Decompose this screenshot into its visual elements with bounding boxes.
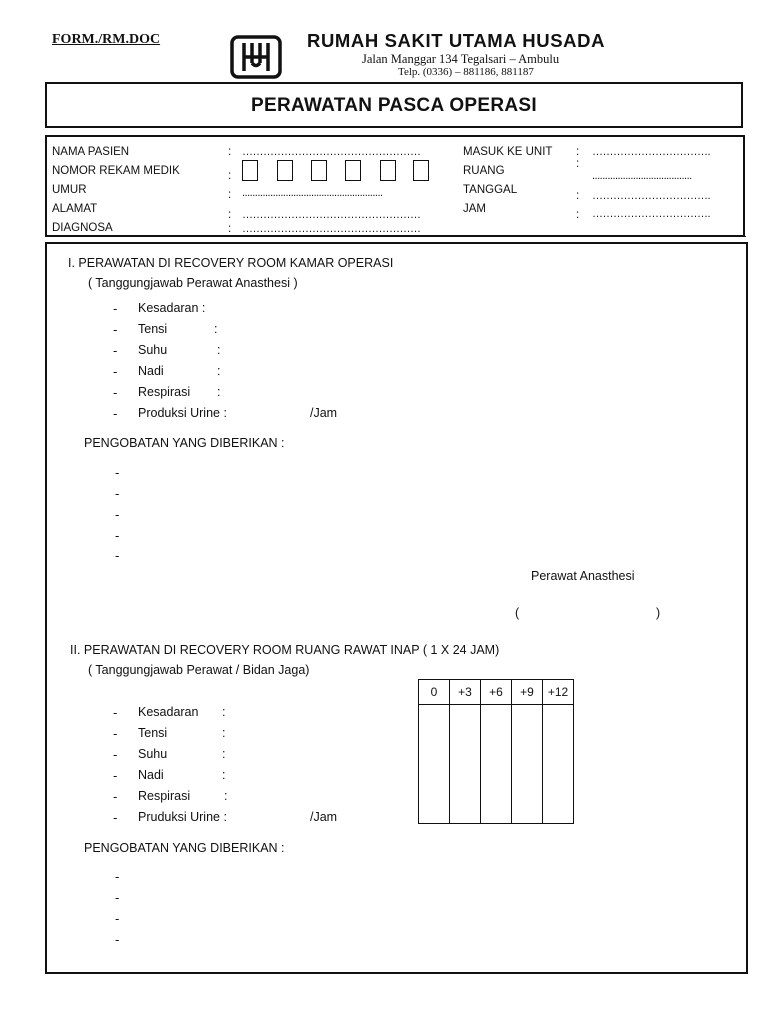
s1-item-produksi-urine: Produksi Urine :: [138, 406, 227, 420]
table-cell[interactable]: [450, 705, 481, 824]
bullet-dash: -: [113, 364, 118, 379]
colon: :: [576, 209, 580, 221]
unit-per-jam: /Jam: [310, 810, 338, 824]
vitals-table: [418, 679, 574, 824]
label-umur: UMUR: [52, 184, 87, 196]
section1-title: I. PERAWATAN DI RECOVERY ROOM KAMAR OPERASI: [68, 256, 394, 270]
bullet-dash: -: [113, 705, 118, 720]
bullet-dash: -: [113, 810, 118, 825]
hospital-name: RUMAH SAKIT UTAMA HUSADA: [307, 30, 606, 51]
bullet-dash: -: [113, 343, 118, 358]
med-line[interactable]: -: [115, 869, 120, 884]
field-alamat[interactable]: ……………………………………………: [242, 209, 421, 221]
s2-item-respirasi: Respirasi: [138, 789, 191, 803]
field-diagnosa[interactable]: ……………………………………………: [242, 223, 421, 235]
colon: :: [576, 146, 580, 158]
divider: [570, 236, 746, 237]
s1-item-respirasi: Respirasi: [138, 385, 191, 399]
label-nama-pasien: NAMA PASIEN: [52, 146, 130, 158]
med-line[interactable]: -: [115, 890, 120, 905]
table-cell[interactable]: [512, 705, 543, 824]
label-alamat: ALAMAT: [52, 203, 98, 215]
hospital-phone: Telp. (0336) – 881186, 881187: [398, 66, 534, 78]
bullet-dash: -: [113, 768, 118, 783]
hospital-logo-icon: [230, 35, 282, 79]
label-ruang: RUANG: [463, 165, 505, 177]
table-cell[interactable]: [481, 705, 512, 824]
colon: :: [217, 364, 221, 378]
s1-item-suhu: Suhu: [138, 343, 168, 357]
bullet-dash: -: [113, 726, 118, 741]
field-jam[interactable]: …………………………….: [592, 208, 711, 220]
rm-digit-box[interactable]: [242, 160, 258, 181]
s2-item-tensi: Tensi: [138, 726, 168, 740]
table-header-cell: +9: [512, 680, 543, 705]
bullet-dash: -: [113, 406, 118, 421]
med-line[interactable]: -: [115, 465, 120, 480]
title-box: [45, 82, 743, 128]
s1-item-nadi: Nadi: [138, 364, 164, 378]
label-nomor-rekam-medik: NOMOR REKAM MEDIK: [52, 165, 180, 177]
section2-title: II. PERAWATAN DI RECOVERY ROOM RUANG RAWAT INAP ( 1 X 24 JAM): [70, 643, 500, 657]
page-title: PERAWATAN PASCA OPERASI: [251, 95, 537, 116]
colon: :: [222, 726, 226, 740]
rm-digit-box[interactable]: [277, 160, 293, 181]
s1-item-tensi: Tensi: [138, 322, 168, 336]
bullet-dash: -: [113, 301, 118, 316]
field-tanggal[interactable]: …………………………….: [592, 190, 711, 202]
s2-item-nadi: Nadi: [138, 768, 164, 782]
colon: :: [576, 190, 580, 202]
rm-digit-box[interactable]: [311, 160, 327, 181]
colon: :: [222, 768, 226, 782]
label-jam: JAM: [463, 203, 486, 215]
table-header-cell: 0: [419, 680, 450, 705]
colon: :: [222, 705, 226, 719]
hospital-address: Jalan Manggar 134 Tegalsari – Ambulu: [362, 52, 560, 66]
bullet-dash: -: [113, 322, 118, 337]
signature-paren-open: (: [515, 606, 520, 620]
label-masuk-ke-unit: MASUK KE UNIT: [463, 146, 553, 158]
colon: :: [217, 385, 221, 399]
colon: :: [224, 789, 228, 803]
s2-medication-title: PENGOBATAN YANG DIBERIKAN :: [84, 841, 285, 855]
rm-digit-box[interactable]: [380, 160, 396, 181]
table-header-cell: +6: [481, 680, 512, 705]
med-line[interactable]: -: [115, 528, 120, 543]
table-cell[interactable]: [543, 705, 574, 824]
s1-item-kesadaran: Kesadaran :: [138, 301, 206, 315]
form-code: FORM./RM.DOC: [52, 32, 161, 47]
s1-medication-title: PENGOBATAN YANG DIBERIKAN :: [84, 436, 285, 450]
field-umur[interactable]: .......................................................: [242, 187, 383, 199]
rm-digit-box[interactable]: [413, 160, 429, 181]
colon: :: [217, 343, 221, 357]
section2-subtitle: ( Tanggungjawab Perawat / Bidan Jaga): [88, 663, 310, 677]
colon: :: [576, 158, 580, 170]
s2-item-kesadaran: Kesadaran: [138, 705, 199, 719]
med-line[interactable]: -: [115, 548, 120, 563]
colon: :: [228, 146, 232, 158]
med-line[interactable]: -: [115, 911, 120, 926]
divider: [46, 236, 458, 237]
bullet-dash: -: [113, 385, 118, 400]
med-line[interactable]: -: [115, 932, 120, 947]
unit-per-jam: /Jam: [310, 406, 338, 420]
colon: :: [228, 209, 232, 221]
colon: :: [228, 223, 232, 235]
s2-item-suhu: Suhu: [138, 747, 168, 761]
field-masuk-ke-unit[interactable]: …………………………….: [592, 146, 711, 158]
colon: :: [228, 189, 232, 201]
s2-item-pruduksi-urine: Pruduksi Urine :: [138, 810, 227, 824]
med-line[interactable]: -: [115, 507, 120, 522]
colon: :: [222, 747, 226, 761]
signature-paren-close: ): [656, 606, 661, 620]
label-diagnosa: DIAGNOSA: [52, 222, 113, 234]
colon: :: [214, 322, 218, 336]
label-tanggal: TANGGAL: [463, 184, 518, 196]
table-header-cell: +12: [543, 680, 574, 705]
bullet-dash: -: [113, 747, 118, 762]
signer-label: Perawat Anasthesi: [531, 569, 635, 583]
field-nama-pasien[interactable]: ……………………………………………: [242, 146, 421, 158]
med-line[interactable]: -: [115, 486, 120, 501]
table-cell[interactable]: [419, 705, 450, 824]
field-ruang[interactable]: .......................................: [592, 170, 692, 182]
rm-digit-box[interactable]: [345, 160, 361, 181]
colon: :: [228, 170, 232, 182]
table-header-cell: +3: [450, 680, 481, 705]
section1-subtitle: ( Tanggungjawab Perawat Anasthesi ): [88, 276, 298, 290]
bullet-dash: -: [113, 789, 118, 804]
